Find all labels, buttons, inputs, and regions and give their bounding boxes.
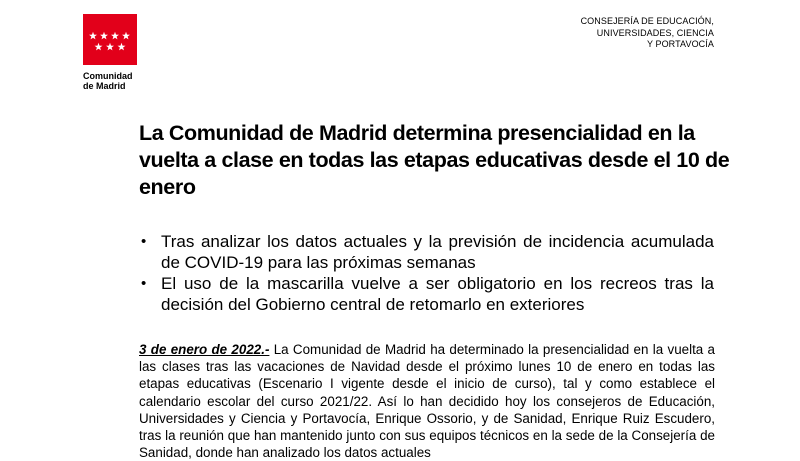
star-icon (89, 32, 97, 40)
body-paragraph: La Comunidad de Madrid ha determinado la presencialidad en la vuelta a las clases tras las vacaciones de Navidad desde el próximo lunes 10 de enero en todas las etapas educativas (Escenario I vigente desde el inicio de curso), tal y como establece el calendario escolar del curso 2021/22. Así lo han decidido hoy los consejeros de Educación, Universidades y Ciencia y Portavocía, Enrique Ossorio, y de Sanidad, Enrique Ruiz Escudero, tras la reunión que han mantenido junto con sus equipos técnicos en la sede de la Consejería de Sanidad, donde han analizado los datos actuales (139, 342, 716, 461)
star-icon (122, 32, 130, 40)
logo-name-line1: Comunidad (83, 71, 133, 81)
dateline: 3 de enero de 2022.- (139, 342, 270, 357)
logo-emblem (83, 14, 137, 65)
department-line-1: CONSEJERÍA DE EDUCACIÓN, (580, 16, 714, 26)
press-release-headline: La Comunidad de Madrid determina presencialidad en la vuelta a clase en todas las etapas educativas desde el 10 de enero (139, 121, 730, 199)
bullet-text: El uso de la mascarilla vuelve a ser obligatorio en los recreos tras la decisión del Gobierno central de retomarlo en exteriores (161, 274, 714, 314)
department-line-3: Y PORTAVOCÍA (646, 39, 714, 49)
logo-text (83, 71, 137, 91)
star-icon (118, 43, 126, 51)
department-line-2: UNIVERSIDADES, CIENCIA (596, 27, 714, 38)
star-icon (111, 32, 119, 40)
article-body (139, 341, 715, 461)
bullet-item (139, 273, 714, 315)
department-name (581, 16, 714, 51)
bullet-text: Tras analizar los datos actuales y la previsión de incidencia acumulada de COVID-19 para las próximas semanas (161, 232, 714, 272)
logo-name-line2: de Madrid (83, 81, 126, 91)
seven-stars-icon (83, 14, 137, 65)
comunidad-de-madrid-logo (83, 14, 137, 91)
summary-bullets (139, 231, 714, 315)
star-icon (100, 32, 108, 40)
bullet-icon: • (141, 233, 147, 250)
star-icon (95, 43, 103, 51)
bullet-item (139, 231, 714, 273)
bullet-icon: • (141, 275, 147, 292)
star-icon (106, 43, 114, 51)
